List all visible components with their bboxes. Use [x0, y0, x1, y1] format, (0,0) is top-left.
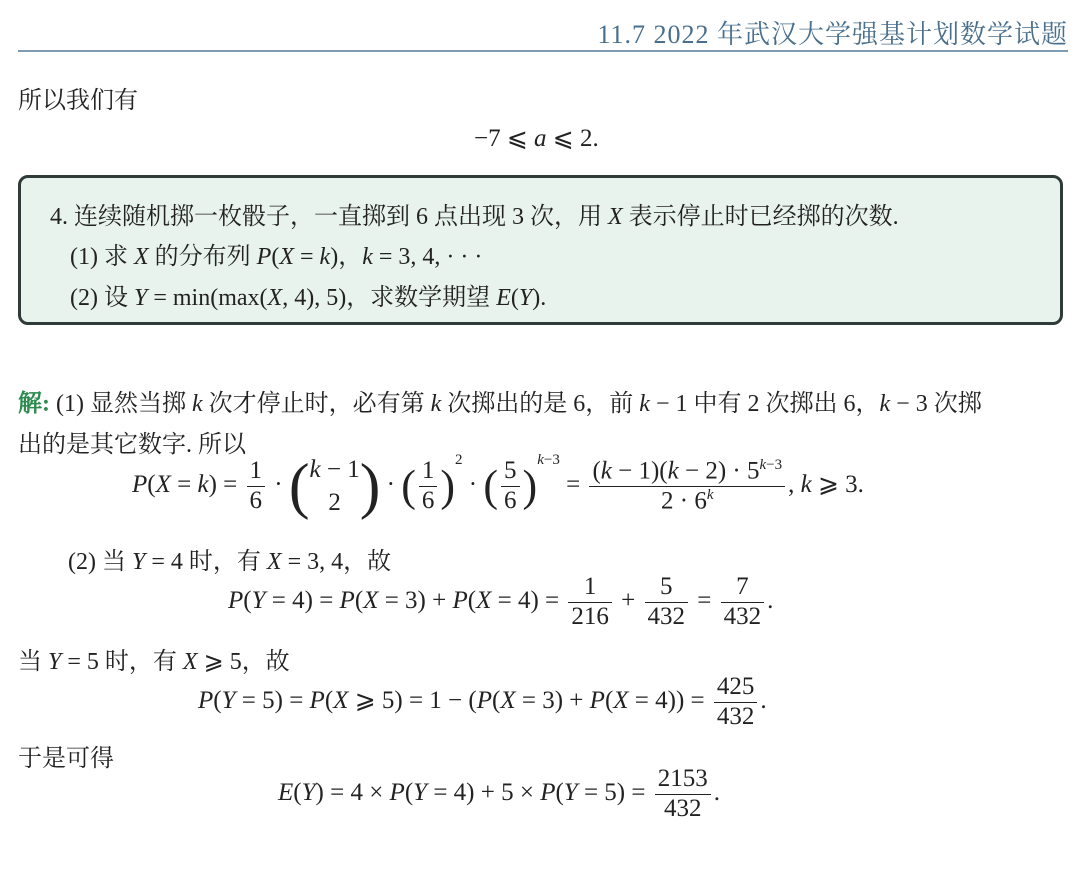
- eq1-dot-2: ·: [386, 471, 395, 498]
- part-1-text: [104, 244, 482, 270]
- eq3-lhs: P(Y = 5) = P(X ⩾ 5) = 1 − (P(X = 3) + P(X = 4)) =: [198, 686, 705, 714]
- math-var: Y: [518, 285, 533, 311]
- math-var: X: [133, 244, 149, 270]
- problem-statement-text: [74, 204, 899, 230]
- eq1-frac-2: [419, 457, 438, 516]
- eq1-f1-den: 6: [249, 486, 263, 514]
- eq3-tail: .: [760, 686, 767, 714]
- eq1-f4-num-exp: k−3: [759, 456, 783, 473]
- eq1-frac-3: [501, 457, 520, 516]
- text-run: 次才停止时，必有第: [202, 391, 431, 417]
- eq1-dot-3: ·: [468, 471, 478, 498]
- equation-distribution: [132, 452, 864, 520]
- equation-expectation: [278, 765, 720, 824]
- math-var: X: [266, 549, 282, 575]
- eq4-num: 2153: [655, 765, 711, 795]
- text-run: = min(max(: [147, 285, 268, 311]
- solution-line-2: 出的是其它数字. 所以: [18, 432, 246, 458]
- problem-part-2: [70, 277, 546, 312]
- eq4-lhs: E(Y) = 4 × P(Y = 4) + 5 × P(Y = 5) =: [278, 778, 646, 806]
- text-run: )，: [330, 244, 363, 270]
- eq2-equals: =: [697, 586, 712, 614]
- math-var: P: [256, 244, 272, 270]
- eq2-tail: .: [767, 586, 774, 614]
- math-var: X: [182, 649, 198, 675]
- eq1-lhs: P(X = k) =: [132, 471, 238, 498]
- text-run: ⩾ 5，故: [197, 649, 290, 675]
- header-rule: [18, 50, 1068, 52]
- eq2-a-den: 216: [571, 602, 609, 630]
- eq1-f4-den-text: 2 · 6: [661, 487, 707, 515]
- text-run: 连续随机掷一枚骰子，一直掷到 6 点出现 3 次，用: [74, 204, 608, 230]
- eq2-plus: +: [621, 586, 636, 614]
- eq2-c-den: 432: [723, 602, 762, 630]
- eq1-f4-den: [589, 487, 785, 516]
- page-header-title: 11.7 2022 年武汉大学强基计划数学试题: [597, 20, 1068, 49]
- eq4-den: 432: [663, 794, 702, 822]
- eq1-frac-1: [247, 457, 266, 516]
- part-2-line-text: [68, 549, 391, 575]
- text-run: (: [271, 244, 280, 270]
- eq1-frac-result: [589, 457, 785, 516]
- paren-close-2: ): [522, 461, 538, 511]
- text-run: 设: [103, 285, 134, 311]
- paren-open: (: [401, 461, 416, 511]
- text-run: = 4 时，有: [145, 549, 267, 575]
- math-var: E: [496, 285, 511, 311]
- text-run: ).: [532, 285, 547, 311]
- eq1-binomial: [310, 453, 360, 521]
- eq1-f3-num: 5: [501, 457, 520, 487]
- problem-statement: [50, 196, 899, 231]
- math-var: k: [362, 244, 373, 270]
- binom-right-paren: ): [359, 452, 381, 521]
- text-run: 的分布列: [148, 244, 257, 270]
- math-var: k: [430, 391, 442, 417]
- text-run: (: [510, 285, 519, 311]
- ineq-right: ⩽ 2.: [546, 125, 599, 152]
- math-var: k: [639, 391, 650, 417]
- binom-left-paren: (: [288, 452, 310, 521]
- eq3-frac: [714, 673, 758, 732]
- solution-line-1: [18, 383, 982, 418]
- problem-part-1: [70, 236, 482, 271]
- text-run: 次掷出的是 6，前: [441, 391, 640, 417]
- math-var: k: [319, 244, 331, 270]
- solution-line-1-text: [50, 391, 982, 417]
- math-var: Y: [133, 285, 148, 311]
- eq2-frac-b: [645, 573, 689, 632]
- text-run: , 4), 5)，求数学期望: [282, 285, 497, 311]
- eq2-frac-a: [568, 573, 612, 632]
- paren-open-2: (: [483, 461, 499, 511]
- math-var: X: [608, 204, 623, 230]
- text-run: − 1 中有 2 次掷出 6，: [649, 391, 880, 417]
- solution-then-line: 于是可得: [18, 746, 114, 772]
- solution-y5-line: [18, 641, 290, 676]
- text-run: =: [294, 244, 320, 270]
- eq1-f2-num: 1: [419, 457, 438, 487]
- part-1-label: (1): [70, 244, 98, 270]
- math-var: k: [191, 391, 203, 417]
- eq1-f2-den: 6: [421, 486, 435, 514]
- eq2-lhs: P(Y = 4) = P(X = 3) + P(X = 4) =: [228, 586, 560, 614]
- solution-part-2-line: [68, 541, 391, 576]
- problem-number: 4.: [50, 204, 68, 230]
- text-run: 求: [103, 244, 134, 270]
- eq1-tail: , k ⩾ 3.: [788, 471, 864, 498]
- part-2-label: (2): [70, 285, 98, 311]
- eq1-f4-den-exp: k: [706, 486, 714, 503]
- eq1-exp-3: k−3: [537, 452, 560, 468]
- binom-bottom: 2: [328, 489, 341, 517]
- equation-p-y5: [198, 673, 767, 732]
- intro-text: 所以我们有: [18, 88, 138, 114]
- text-run: 当: [18, 649, 48, 675]
- text-run: = 3, 4, · · ·: [372, 244, 483, 270]
- y5-line-text: [18, 649, 290, 675]
- eq4-frac: [655, 765, 711, 824]
- eq1-f4-num: [589, 457, 785, 487]
- eq1-f3-den: 6: [504, 486, 517, 514]
- eq1-exp-2: 2: [455, 452, 463, 468]
- ineq-left: −7 ⩽: [474, 125, 535, 152]
- solution-label: 解:: [18, 391, 50, 417]
- text-run: 表示停止时已经掷的次数.: [622, 204, 899, 230]
- math-var: Y: [131, 549, 146, 575]
- eq2-b-num: 5: [645, 573, 689, 603]
- math-var: Y: [48, 649, 62, 675]
- text-run: (2) 当: [68, 549, 132, 575]
- binom-top: k − 1: [309, 455, 360, 483]
- part-2-text: [104, 285, 546, 311]
- math-var: X: [279, 244, 294, 270]
- ineq-var: a: [534, 125, 547, 152]
- text-run: = 5 时，有: [61, 649, 183, 675]
- eq3-den: 432: [716, 702, 755, 730]
- paren-close: ): [440, 461, 456, 511]
- eq1-equals: =: [566, 471, 581, 498]
- eq4-tail: .: [713, 778, 720, 806]
- text-run: − 3 次掷: [890, 391, 982, 417]
- eq1-f1-num: 1: [247, 457, 266, 487]
- math-var: X: [267, 285, 283, 311]
- eq2-c-num: 7: [721, 573, 765, 603]
- eq2-frac-c: [721, 573, 765, 632]
- equation-p-y4: [228, 573, 773, 632]
- eq1-f4-num-text: (k − 1)(k − 2) · 5: [592, 457, 760, 485]
- eq2-b-den: 432: [647, 602, 685, 630]
- text-run: = 3, 4，故: [281, 549, 392, 575]
- eq2-a-num: 1: [568, 573, 612, 603]
- eq1-dot-1: ·: [274, 471, 283, 498]
- eq3-num: 425: [714, 673, 758, 703]
- math-var: k: [879, 391, 891, 417]
- inequality-display: [474, 123, 599, 153]
- text-run: (1) 显然当掷: [50, 391, 192, 417]
